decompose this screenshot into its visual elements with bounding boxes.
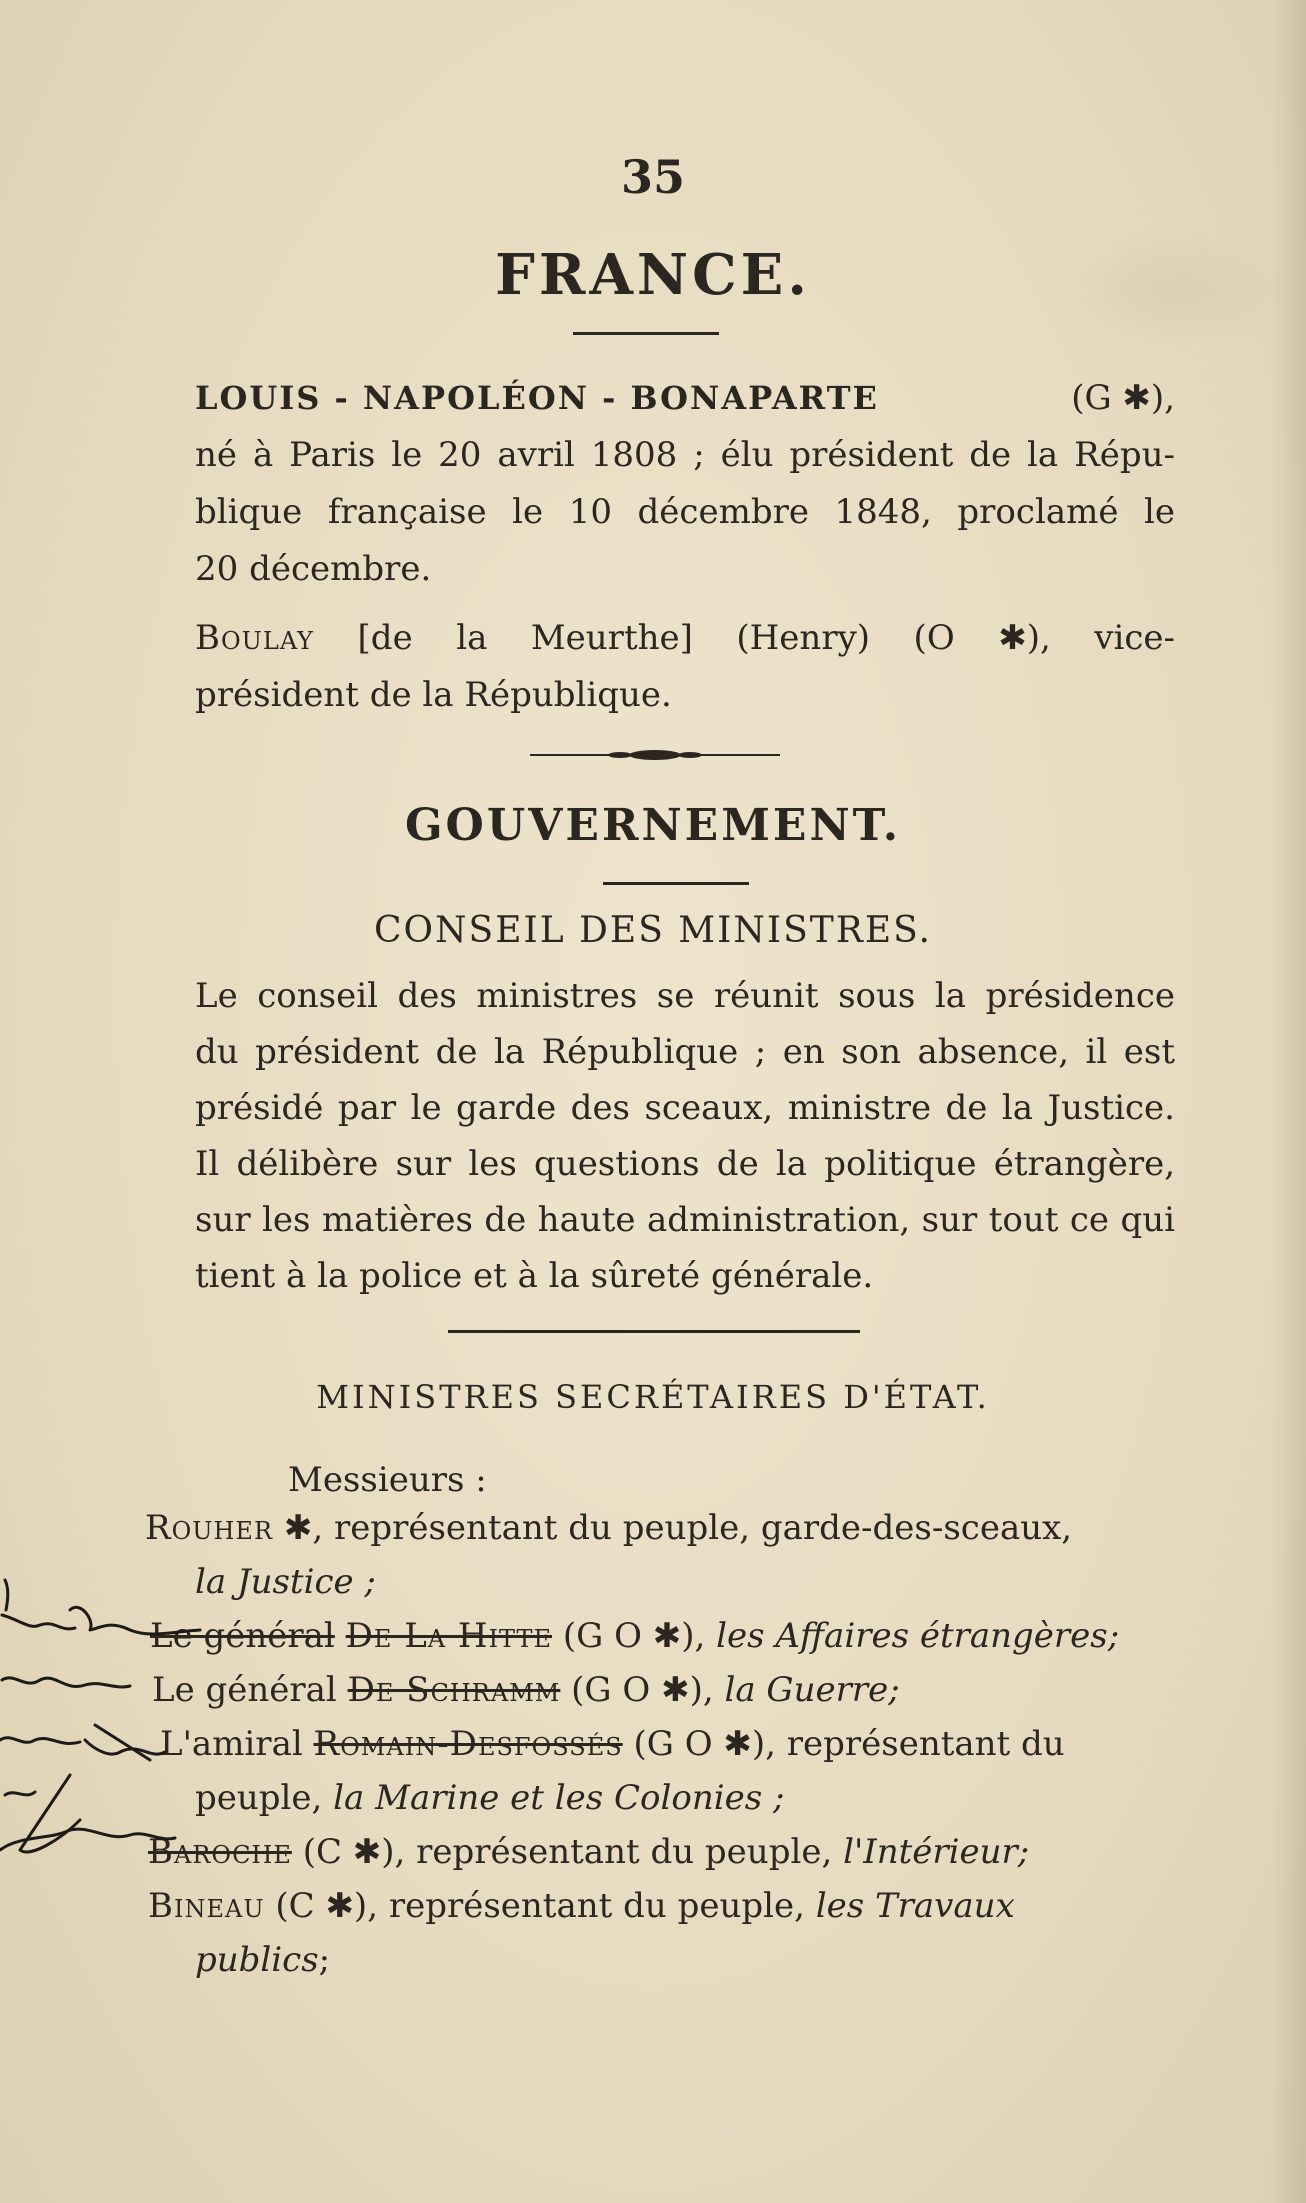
section-heading: GOUVERNEMENT. [404,800,902,851]
minister-name: Rouher [145,1508,274,1548]
minister-portfolio: la Marine et les Colonies ; [333,1778,785,1818]
ministers-intro: Messieurs : [288,1460,487,1500]
council-p2-line2: sur les matières de haute administration, sur tout ce qui [195,1200,1175,1240]
minister-text: ; [318,1940,331,1980]
minister-text: peuple, [195,1778,323,1818]
vice-president-entry [195,610,1175,724]
council-p1-line3: présidé par le garde des sceaux, ministre de la Justice. [195,1088,1175,1128]
ornament-divider [530,745,780,765]
minister-prefix: Le général [150,1616,335,1656]
minister-portfolio: publics [195,1940,319,1980]
minister-prefix: L'amiral [160,1724,303,1764]
vice-president-line1: [de la Meurthe] (Henry) (O ✱), vice- [357,618,1176,658]
minister-text: (C ✱), représentant du peuple, [275,1886,805,1926]
minister-name: De Schramm [347,1670,561,1710]
council-heading: CONSEIL DES MINISTRES. [373,910,932,951]
minister-text: (G O ✱), [562,1616,706,1656]
vice-president-line2: président de la République. [195,675,672,715]
minister-portfolio: la Justice ; [195,1562,376,1602]
council-p2-line3: tient à la police et à la sûreté générale. [195,1256,874,1296]
handwritten-annotations [0,1380,330,1900]
minister-name: Bineau [148,1886,265,1926]
council-p1-line2: du président de la République ; en son absence, il est [195,1032,1175,1072]
president-line1: né à Paris le 20 avril 1808 ; élu président de la Répu- [195,435,1175,475]
ministers-heading: MINISTRES SECRÉTAIRES D'ÉTAT. [316,1378,990,1416]
minister-text: (C ✱), représentant du peuple, [302,1832,833,1872]
minister-text: ✱, représentant du peuple, garde-des-sceaux, [283,1508,1073,1548]
minister-text: (G O ✱), représentant du [633,1724,1065,1764]
council-paragraph-2 [195,1136,1175,1304]
president-line2: blique française le 10 décembre 1848, proclamé le [195,492,1175,532]
president-entry [195,370,1175,598]
minister-portfolio: les Travaux [815,1886,1015,1926]
page-title: FRANCE. [495,242,811,308]
minister-entry-continued [195,1940,330,1980]
council-p1-line1: Le conseil des ministres se réunit sous la présidence [195,976,1175,1016]
vice-president-name: Boulay [195,618,315,658]
minister-prefix: Le général [152,1670,337,1710]
president-line3: 20 décembre. [195,549,432,589]
president-name: LOUIS - NAPOLÉON - BONAPARTE [195,379,879,417]
minister-portfolio: la Guerre; [724,1670,900,1710]
minister-name: Romain-Desfossés [313,1724,623,1764]
council-paragraph-1 [195,968,1175,1136]
minister-portfolio: l'Intérieur; [843,1832,1030,1872]
president-decoration: (G ✱), [1071,378,1175,418]
council-p2-line1: Il délibère sur les questions de la politique étrangère, [195,1144,1175,1184]
minister-portfolio: les Affaires étrangères; [716,1616,1120,1656]
minister-name: Baroche [148,1832,292,1872]
page-number: 35 [620,150,685,204]
divider-rule [573,332,719,335]
divider-rule [448,1330,860,1333]
minister-name: De La Hitte [345,1616,553,1656]
minister-text: (G O ✱), [571,1670,714,1710]
divider-rule [603,882,749,885]
